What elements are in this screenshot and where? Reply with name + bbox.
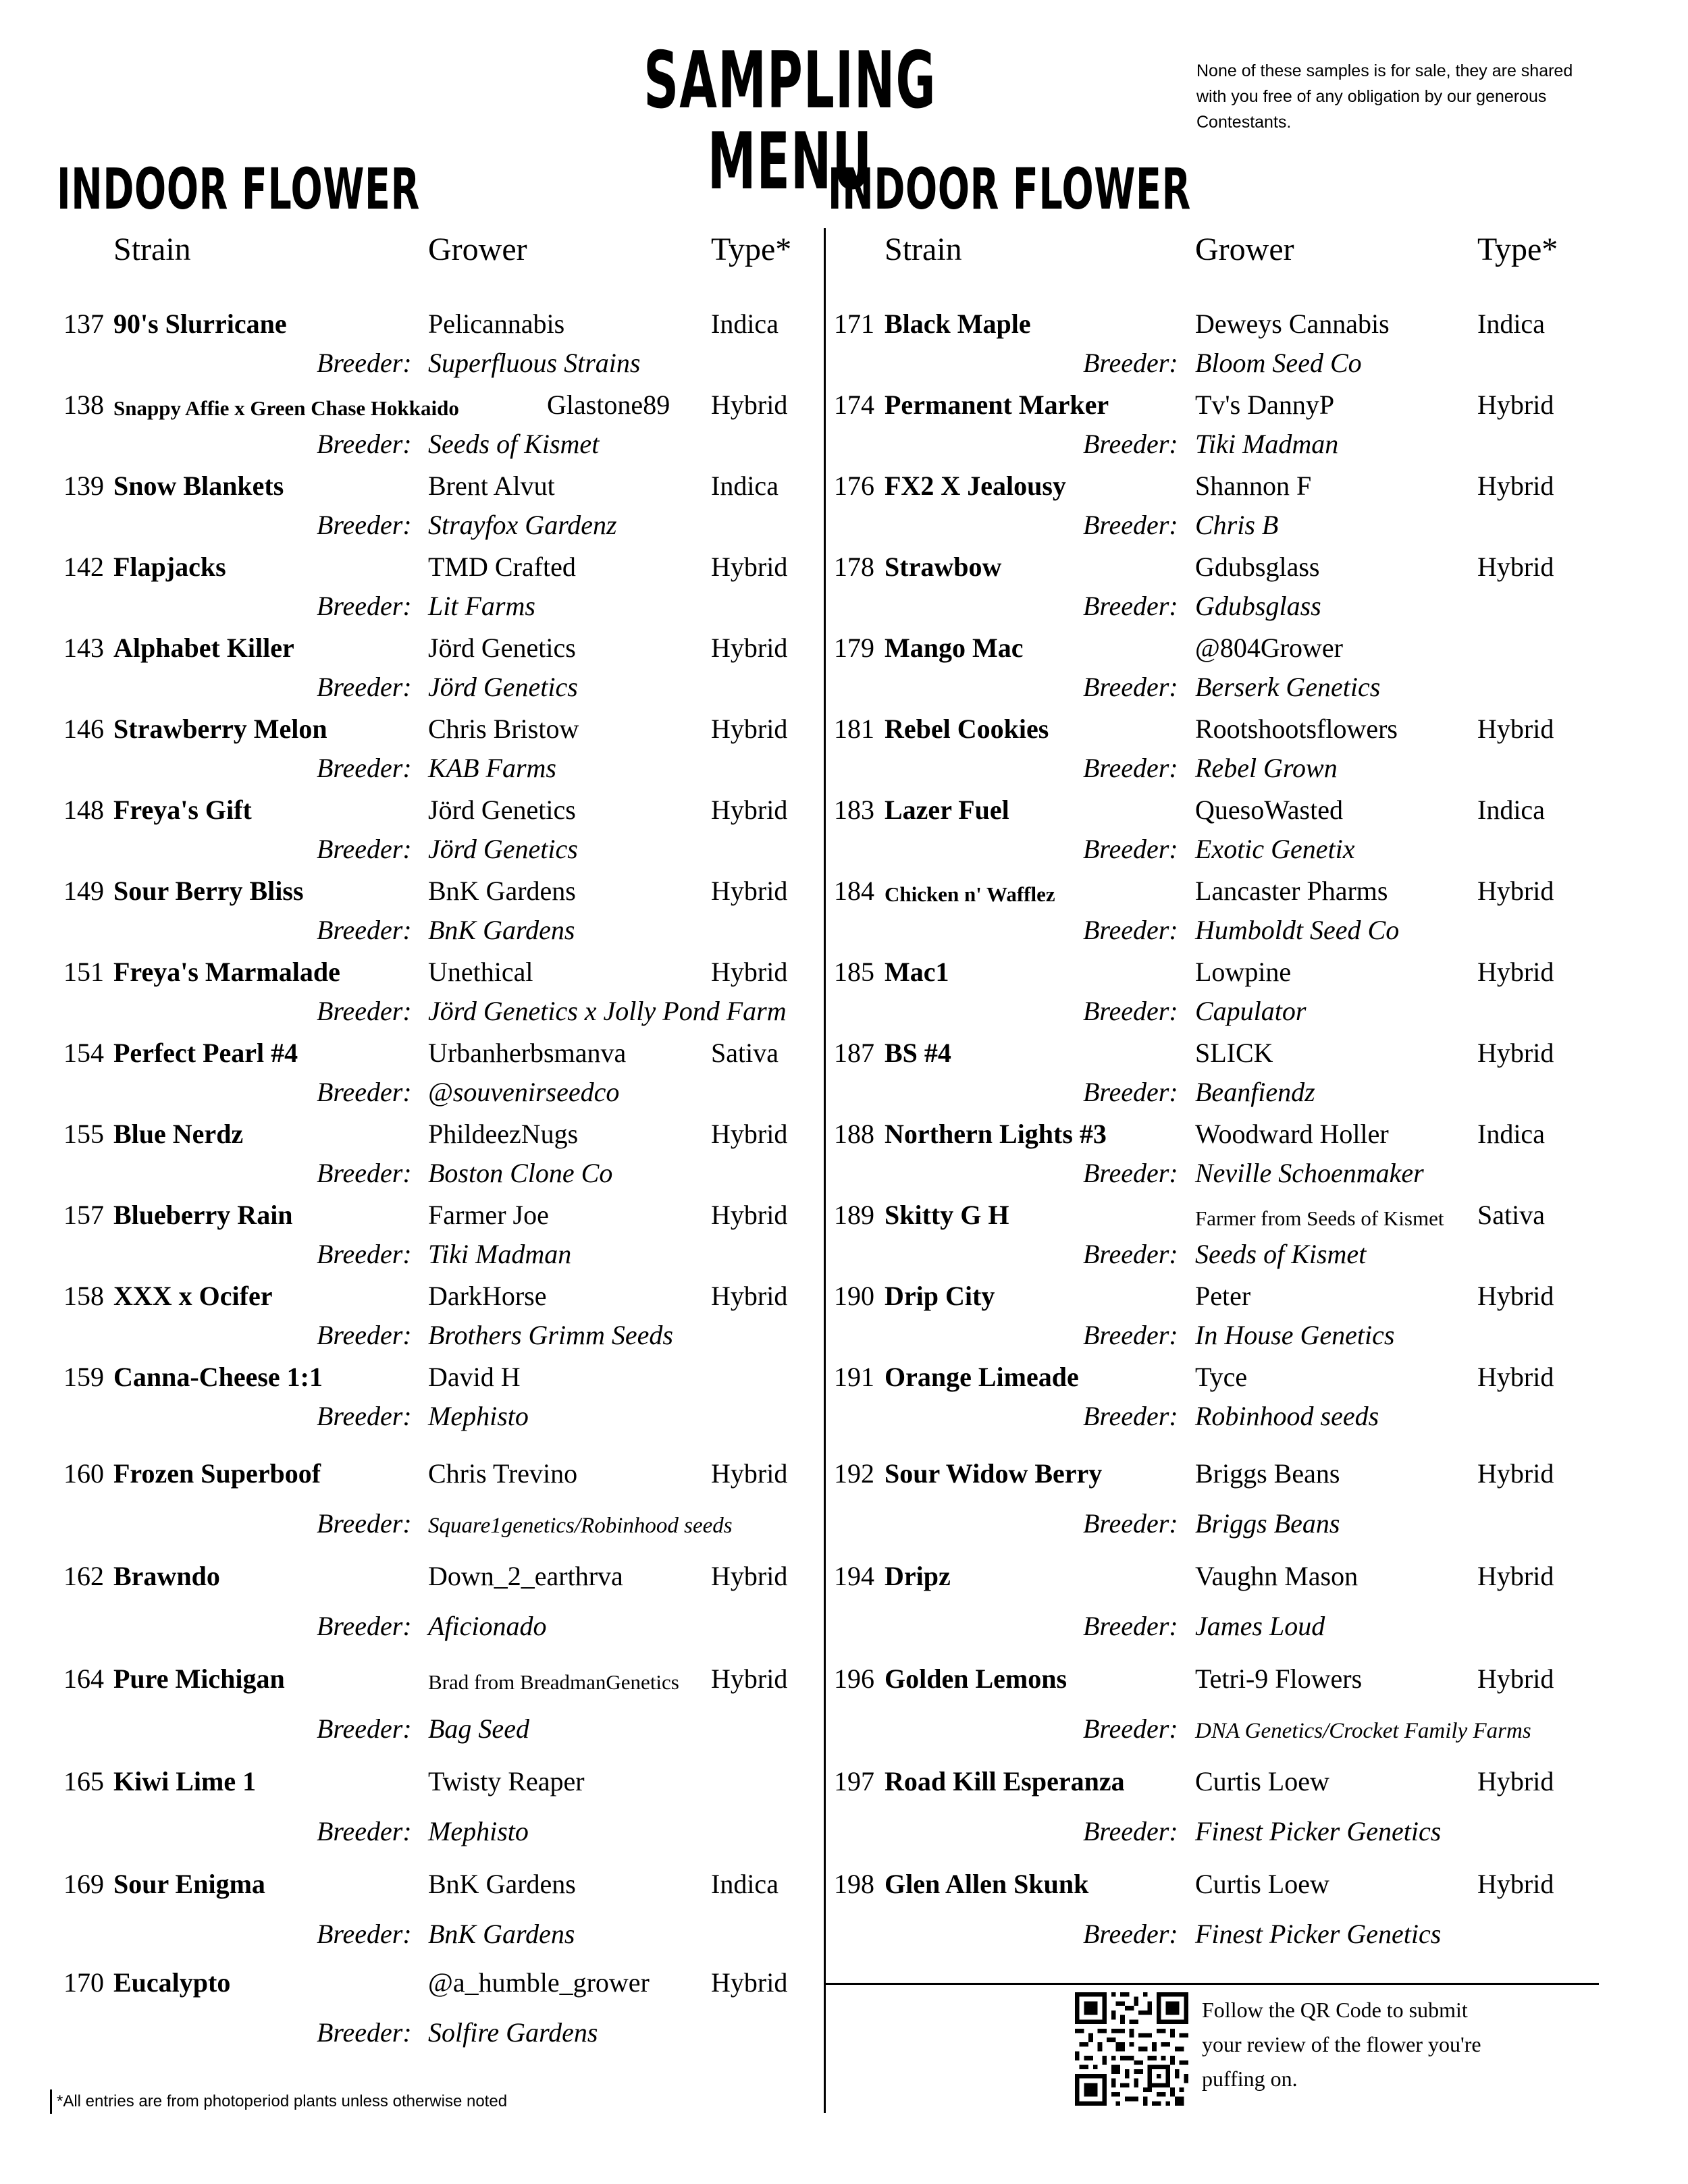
strain-name: Sour Berry Bliss — [113, 876, 304, 906]
strain-type: Hybrid — [711, 714, 788, 744]
entry-number: 187 — [834, 1038, 874, 1068]
entry-number: 162 — [63, 1561, 104, 1591]
strain-type: Hybrid — [1477, 1663, 1554, 1694]
breeder-name: Chris B — [1195, 510, 1279, 540]
footnote: *All entries are from photoperiod plants unless otherwise noted — [57, 2092, 508, 2110]
grower-name: Chris Bristow — [428, 714, 579, 744]
breeder-label: Breeder: — [317, 591, 412, 621]
strain-type: Hybrid — [711, 1281, 788, 1311]
breeder-label: Breeder: — [317, 1401, 412, 1431]
strain-type: Hybrid — [711, 1663, 788, 1694]
breeder-label: Breeder: — [1083, 1320, 1178, 1350]
left-section-heading: INDOOR FLOWER — [57, 156, 420, 222]
entry-number: 198 — [834, 1869, 874, 1899]
breeder-name: Bag Seed — [428, 1713, 529, 1744]
breeder-name: Superfluous Strains — [428, 348, 641, 378]
strain-type: Hybrid — [711, 1561, 788, 1591]
breeder-name: Jörd Genetics — [428, 834, 578, 864]
entry-number: 151 — [63, 957, 104, 987]
strain-name: Dripz — [885, 1561, 951, 1591]
breeder-label: Breeder: — [317, 1508, 412, 1539]
breeder-name: Square1genetics/Robinhood seeds — [428, 1514, 733, 1538]
strain-name: Sour Widow Berry — [885, 1458, 1103, 1489]
strain-type: Indica — [711, 471, 779, 501]
entry-number: 158 — [63, 1281, 104, 1311]
breeder-label: Breeder: — [1083, 1508, 1178, 1539]
entry-number: 164 — [63, 1663, 104, 1694]
breeder-label: Breeder: — [317, 915, 412, 945]
strain-name: Golden Lemons — [885, 1663, 1067, 1694]
strain-type: Hybrid — [711, 1200, 788, 1230]
strain-name: XXX x Ocifer — [113, 1281, 273, 1311]
breeder-label: Breeder: — [1083, 348, 1178, 378]
grower-name: Curtis Loew — [1195, 1869, 1329, 1899]
entry-number: 149 — [63, 876, 104, 906]
breeder-label: Breeder: — [317, 2017, 412, 2048]
strain-type: Hybrid — [1477, 1038, 1554, 1068]
breeder-name: Tiki Madman — [1195, 429, 1339, 459]
strain-type: Hybrid — [711, 795, 788, 825]
strain-name: Pure Michigan — [113, 1663, 285, 1694]
left-type-header: Type* — [711, 232, 792, 267]
breeder-label: Breeder: — [1083, 915, 1178, 945]
strain-name: Chicken n' Wafflez — [885, 882, 1055, 906]
strain-name: Drip City — [885, 1281, 995, 1311]
entry-number: 155 — [63, 1119, 104, 1149]
strain-type: Hybrid — [1477, 1869, 1554, 1899]
grower-name: Woodward Holler — [1195, 1119, 1389, 1149]
strain-name: Kiwi Lime 1 — [113, 1766, 257, 1796]
breeder-label: Breeder: — [317, 1611, 412, 1641]
qr-section-divider — [825, 1983, 1599, 1985]
strain-name: Strawbow — [885, 552, 1002, 582]
grower-name: BnK Gardens — [428, 1869, 576, 1899]
breeder-name: Neville Schoenmaker — [1195, 1158, 1424, 1188]
strain-type: Hybrid — [711, 390, 788, 420]
entry-number: 142 — [63, 552, 104, 582]
strain-name: Perfect Pearl #4 — [113, 1038, 298, 1068]
grower-name: Deweys Cannabis — [1195, 309, 1390, 339]
grower-name: Rootshootsflowers — [1195, 714, 1398, 744]
right-grower-header: Grower — [1195, 232, 1294, 267]
breeder-label: Breeder: — [1083, 429, 1178, 459]
strain-name: Permanent Marker — [885, 390, 1109, 420]
breeder-name: Jörd Genetics — [428, 672, 578, 702]
breeder-label: Breeder: — [317, 1816, 412, 1846]
breeder-name: Seeds of Kismet — [1195, 1239, 1367, 1269]
strain-type: Hybrid — [1477, 471, 1554, 501]
breeder-label: Breeder: — [317, 1713, 412, 1744]
entry-number: 189 — [834, 1200, 874, 1230]
strain-name: Sour Enigma — [113, 1869, 265, 1899]
strain-type: Indica — [711, 309, 779, 339]
breeder-label: Breeder: — [317, 510, 412, 540]
breeder-name: Capulator — [1195, 996, 1307, 1026]
breeder-label: Breeder: — [1083, 1077, 1178, 1107]
entry-number: 178 — [834, 552, 874, 582]
breeder-label: Breeder: — [1083, 753, 1178, 783]
breeder-name: Finest Picker Genetics — [1195, 1919, 1442, 1949]
grower-name: Glastone89 — [547, 390, 670, 420]
grower-name: DarkHorse — [428, 1281, 547, 1311]
breeder-name: James Loud — [1195, 1611, 1325, 1641]
breeder-label: Breeder: — [1083, 1611, 1178, 1641]
grower-name: Lowpine — [1195, 957, 1292, 987]
breeder-label: Breeder: — [1083, 510, 1178, 540]
breeder-name: Mephisto — [428, 1401, 529, 1431]
right-type-header: Type* — [1477, 232, 1558, 267]
left-grower-header: Grower — [428, 232, 527, 267]
strain-name: Skitty G H — [885, 1200, 1009, 1230]
breeder-name: Finest Picker Genetics — [1195, 1816, 1442, 1846]
strain-type: Hybrid — [711, 957, 788, 987]
qr-code-icon[interactable] — [1075, 1992, 1188, 2106]
strain-type: Hybrid — [1477, 1362, 1554, 1392]
entry-number: 154 — [63, 1038, 104, 1068]
strain-name: Blueberry Rain — [113, 1200, 293, 1230]
breeder-name: Mephisto — [428, 1816, 529, 1846]
breeder-label: Breeder: — [1083, 1713, 1178, 1744]
breeder-name: KAB Farms — [428, 753, 556, 783]
breeder-label: Breeder: — [317, 429, 412, 459]
strain-type: Hybrid — [1477, 714, 1554, 744]
grower-name: Peter — [1195, 1281, 1251, 1311]
breeder-label: Breeder: — [317, 834, 412, 864]
grower-name: Tv's DannyP — [1195, 390, 1335, 420]
grower-name: Twisty Reaper — [428, 1766, 585, 1796]
strain-type: Hybrid — [711, 552, 788, 582]
qr-instructions: Follow the QR Code to submit your review of the flower you're puffing on. — [1202, 1998, 1481, 2091]
column-divider — [824, 228, 826, 2113]
entry-number: 190 — [834, 1281, 874, 1311]
strain-type: Hybrid — [1477, 957, 1554, 987]
entry-number: 160 — [63, 1458, 104, 1489]
breeder-name: Lit Farms — [428, 591, 535, 621]
breeder-name: Brothers Grimm Seeds — [428, 1320, 673, 1350]
breeder-label: Breeder: — [317, 348, 412, 378]
strain-name: Rebel Cookies — [885, 714, 1049, 744]
grower-name: QuesoWasted — [1195, 795, 1343, 825]
strain-name: Freya's Gift — [113, 795, 252, 825]
grower-name: PhildeezNugs — [428, 1119, 579, 1149]
strain-type: Hybrid — [1477, 1458, 1554, 1489]
entry-number: 188 — [834, 1119, 874, 1149]
breeder-name: Tiki Madman — [428, 1239, 572, 1269]
entry-number: 185 — [834, 957, 874, 987]
strain-name: Road Kill Esperanza — [885, 1766, 1125, 1796]
breeder-name: Robinhood seeds — [1195, 1401, 1379, 1431]
grower-name: @a_humble_grower — [428, 1967, 650, 1998]
breeder-name: Berserk Genetics — [1195, 672, 1381, 702]
breeder-label: Breeder: — [1083, 1158, 1178, 1188]
strain-name: Strawberry Melon — [113, 714, 327, 744]
grower-name: Urbanherbsmanva — [428, 1038, 627, 1068]
strain-name: Mango Mac — [885, 633, 1024, 663]
grower-name: Curtis Loew — [1195, 1766, 1329, 1796]
grower-name: Vaughn Mason — [1195, 1561, 1359, 1591]
strain-name: Brawndo — [113, 1561, 220, 1591]
breeder-name: Humboldt Seed Co — [1195, 915, 1400, 945]
breeder-name: Jörd Genetics x Jolly Pond Farm — [428, 996, 787, 1026]
strain-type: Hybrid — [1477, 1561, 1554, 1591]
breeder-label: Breeder: — [1083, 1919, 1178, 1949]
right-section-heading: INDOOR FLOWER — [828, 156, 1191, 222]
breeder-label: Breeder: — [1083, 672, 1178, 702]
breeder-name: BnK Gardens — [428, 915, 575, 945]
grower-name: SLICK — [1195, 1038, 1273, 1068]
strain-type: Sativa — [1477, 1200, 1545, 1230]
strain-name: Orange Limeade — [885, 1362, 1079, 1392]
strain-type: Indica — [1477, 795, 1545, 825]
breeder-label: Breeder: — [317, 1077, 412, 1107]
strain-type: Hybrid — [1477, 876, 1554, 906]
strain-type: Indica — [1477, 309, 1545, 339]
breeder-name: Seeds of Kismet — [428, 429, 600, 459]
strain-name: Canna-Cheese 1:1 — [113, 1362, 323, 1392]
strain-name: Black Maple — [885, 309, 1031, 339]
entry-number: 139 — [63, 471, 104, 501]
entry-number: 196 — [834, 1663, 874, 1694]
grower-name: Tetri-9 Flowers — [1195, 1663, 1363, 1694]
grower-name: Jörd Genetics — [428, 633, 576, 663]
entry-number: 184 — [834, 876, 874, 906]
grower-name: Chris Trevino — [428, 1458, 578, 1489]
entry-number: 194 — [834, 1561, 874, 1591]
grower-name: Unethical — [428, 957, 533, 987]
breeder-name: Gdubsglass — [1195, 591, 1321, 621]
strain-name: Flapjacks — [113, 552, 226, 582]
breeder-label: Breeder: — [317, 753, 412, 783]
entry-number: 192 — [834, 1458, 874, 1489]
right-strain-header: Strain — [885, 232, 962, 267]
strain-name: Alphabet Killer — [113, 633, 294, 663]
entry-number: 171 — [834, 309, 874, 339]
entry-number: 174 — [834, 390, 874, 420]
entry-number: 176 — [834, 471, 874, 501]
grower-name: Brad from BreadmanGenetics — [428, 1670, 679, 1694]
strain-type: Hybrid — [711, 1967, 788, 1998]
breeder-label: Breeder: — [1083, 1401, 1178, 1431]
entry-number: 181 — [834, 714, 874, 744]
grower-name: BnK Gardens — [428, 876, 576, 906]
grower-name: Briggs Beans — [1195, 1458, 1340, 1489]
strain-type: Hybrid — [711, 633, 788, 663]
breeder-label: Breeder: — [317, 672, 412, 702]
breeder-label: Breeder: — [1083, 834, 1178, 864]
strain-name: Mac1 — [885, 957, 949, 987]
breeder-name: BnK Gardens — [428, 1919, 575, 1949]
strain-name: Northern Lights #3 — [885, 1119, 1107, 1149]
breeder-label: Breeder: — [317, 996, 412, 1026]
entry-number: 146 — [63, 714, 104, 744]
grower-name: Down_2_earthrva — [428, 1561, 623, 1591]
strain-type: Hybrid — [1477, 552, 1554, 582]
strain-name: Snappy Affie x Green Chase Hokkaido — [113, 396, 459, 420]
grower-name: TMD Crafted — [428, 552, 576, 582]
entry-number: 165 — [63, 1766, 104, 1796]
breeder-name: Briggs Beans — [1195, 1508, 1340, 1539]
entry-number: 138 — [63, 390, 104, 420]
entry-number: 169 — [63, 1869, 104, 1899]
breeder-name: Exotic Genetix — [1195, 834, 1355, 864]
breeder-name: DNA Genetics/Crocket Family Farms — [1195, 1719, 1531, 1743]
breeder-name: Bloom Seed Co — [1195, 348, 1362, 378]
strain-name: Blue Nerdz — [113, 1119, 244, 1149]
footnote-bar — [50, 2089, 52, 2114]
grower-name: David H — [428, 1362, 521, 1392]
grower-name: Pelicannabis — [428, 309, 565, 339]
strain-type: Sativa — [711, 1038, 779, 1068]
strain-name: 90's Slurricane — [113, 309, 287, 339]
strain-type: Hybrid — [711, 1119, 788, 1149]
breeder-label: Breeder: — [1083, 996, 1178, 1026]
strain-name: Freya's Marmalade — [113, 957, 340, 987]
breeder-name: Boston Clone Co — [428, 1158, 613, 1188]
entry-number: 191 — [834, 1362, 874, 1392]
strain-name: Frozen Superboof — [113, 1458, 321, 1489]
strain-name: Glen Allen Skunk — [885, 1869, 1089, 1899]
grower-name: Brent Alvut — [428, 471, 555, 501]
left-strain-header: Strain — [113, 232, 191, 267]
page-title: SAMPLING MENU — [643, 35, 937, 207]
entry-number: 170 — [63, 1967, 104, 1998]
strain-type: Indica — [1477, 1119, 1545, 1149]
breeder-name: Strayfox Gardenz — [428, 510, 617, 540]
strain-type: Hybrid — [711, 1458, 788, 1489]
breeder-name: Rebel Grown — [1195, 753, 1338, 783]
grower-name: Farmer from Seeds of Kismet — [1195, 1206, 1444, 1230]
sale-notice: None of these samples is for sale, they are shared with you free of any obligation by our generous Contestants. — [1196, 61, 1573, 132]
strain-type: Hybrid — [1477, 390, 1554, 420]
breeder-label: Breeder: — [1083, 591, 1178, 621]
strain-type: Hybrid — [711, 876, 788, 906]
entry-number: 183 — [834, 795, 874, 825]
grower-name: Lancaster Pharms — [1195, 876, 1388, 906]
entry-number: 157 — [63, 1200, 104, 1230]
strain-name: Lazer Fuel — [885, 795, 1009, 825]
breeder-label: Breeder: — [317, 1239, 412, 1269]
strain-name: Snow Blankets — [113, 471, 284, 501]
grower-name: Shannon F — [1195, 471, 1312, 501]
entry-number: 148 — [63, 795, 104, 825]
breeder-name: Solfire Gardens — [428, 2017, 598, 2048]
breeder-name: Beanfiendz — [1195, 1077, 1315, 1107]
entry-number: 197 — [834, 1766, 874, 1796]
strain-type: Indica — [711, 1869, 779, 1899]
grower-name: Gdubsglass — [1195, 552, 1320, 582]
breeder-name: Aficionado — [428, 1611, 547, 1641]
breeder-label: Breeder: — [317, 1320, 412, 1350]
entry-number: 159 — [63, 1362, 104, 1392]
grower-name: Jörd Genetics — [428, 795, 576, 825]
grower-name: Tyce — [1195, 1362, 1248, 1392]
strain-type: Hybrid — [1477, 1766, 1554, 1796]
grower-name: Farmer Joe — [428, 1200, 549, 1230]
breeder-label: Breeder: — [317, 1919, 412, 1949]
breeder-name: In House Genetics — [1195, 1320, 1395, 1350]
grower-name: @804Grower — [1195, 633, 1344, 663]
strain-name: FX2 X Jealousy — [885, 471, 1066, 501]
entry-number: 143 — [63, 633, 104, 663]
breeder-label: Breeder: — [1083, 1816, 1178, 1846]
breeder-name: @souvenirseedco — [428, 1077, 620, 1107]
entry-number: 137 — [63, 309, 104, 339]
breeder-label: Breeder: — [1083, 1239, 1178, 1269]
strain-name: Eucalypto — [113, 1967, 231, 1998]
strain-type: Hybrid — [1477, 1281, 1554, 1311]
strain-name: BS #4 — [885, 1038, 951, 1068]
entry-number: 179 — [834, 633, 874, 663]
breeder-label: Breeder: — [317, 1158, 412, 1188]
